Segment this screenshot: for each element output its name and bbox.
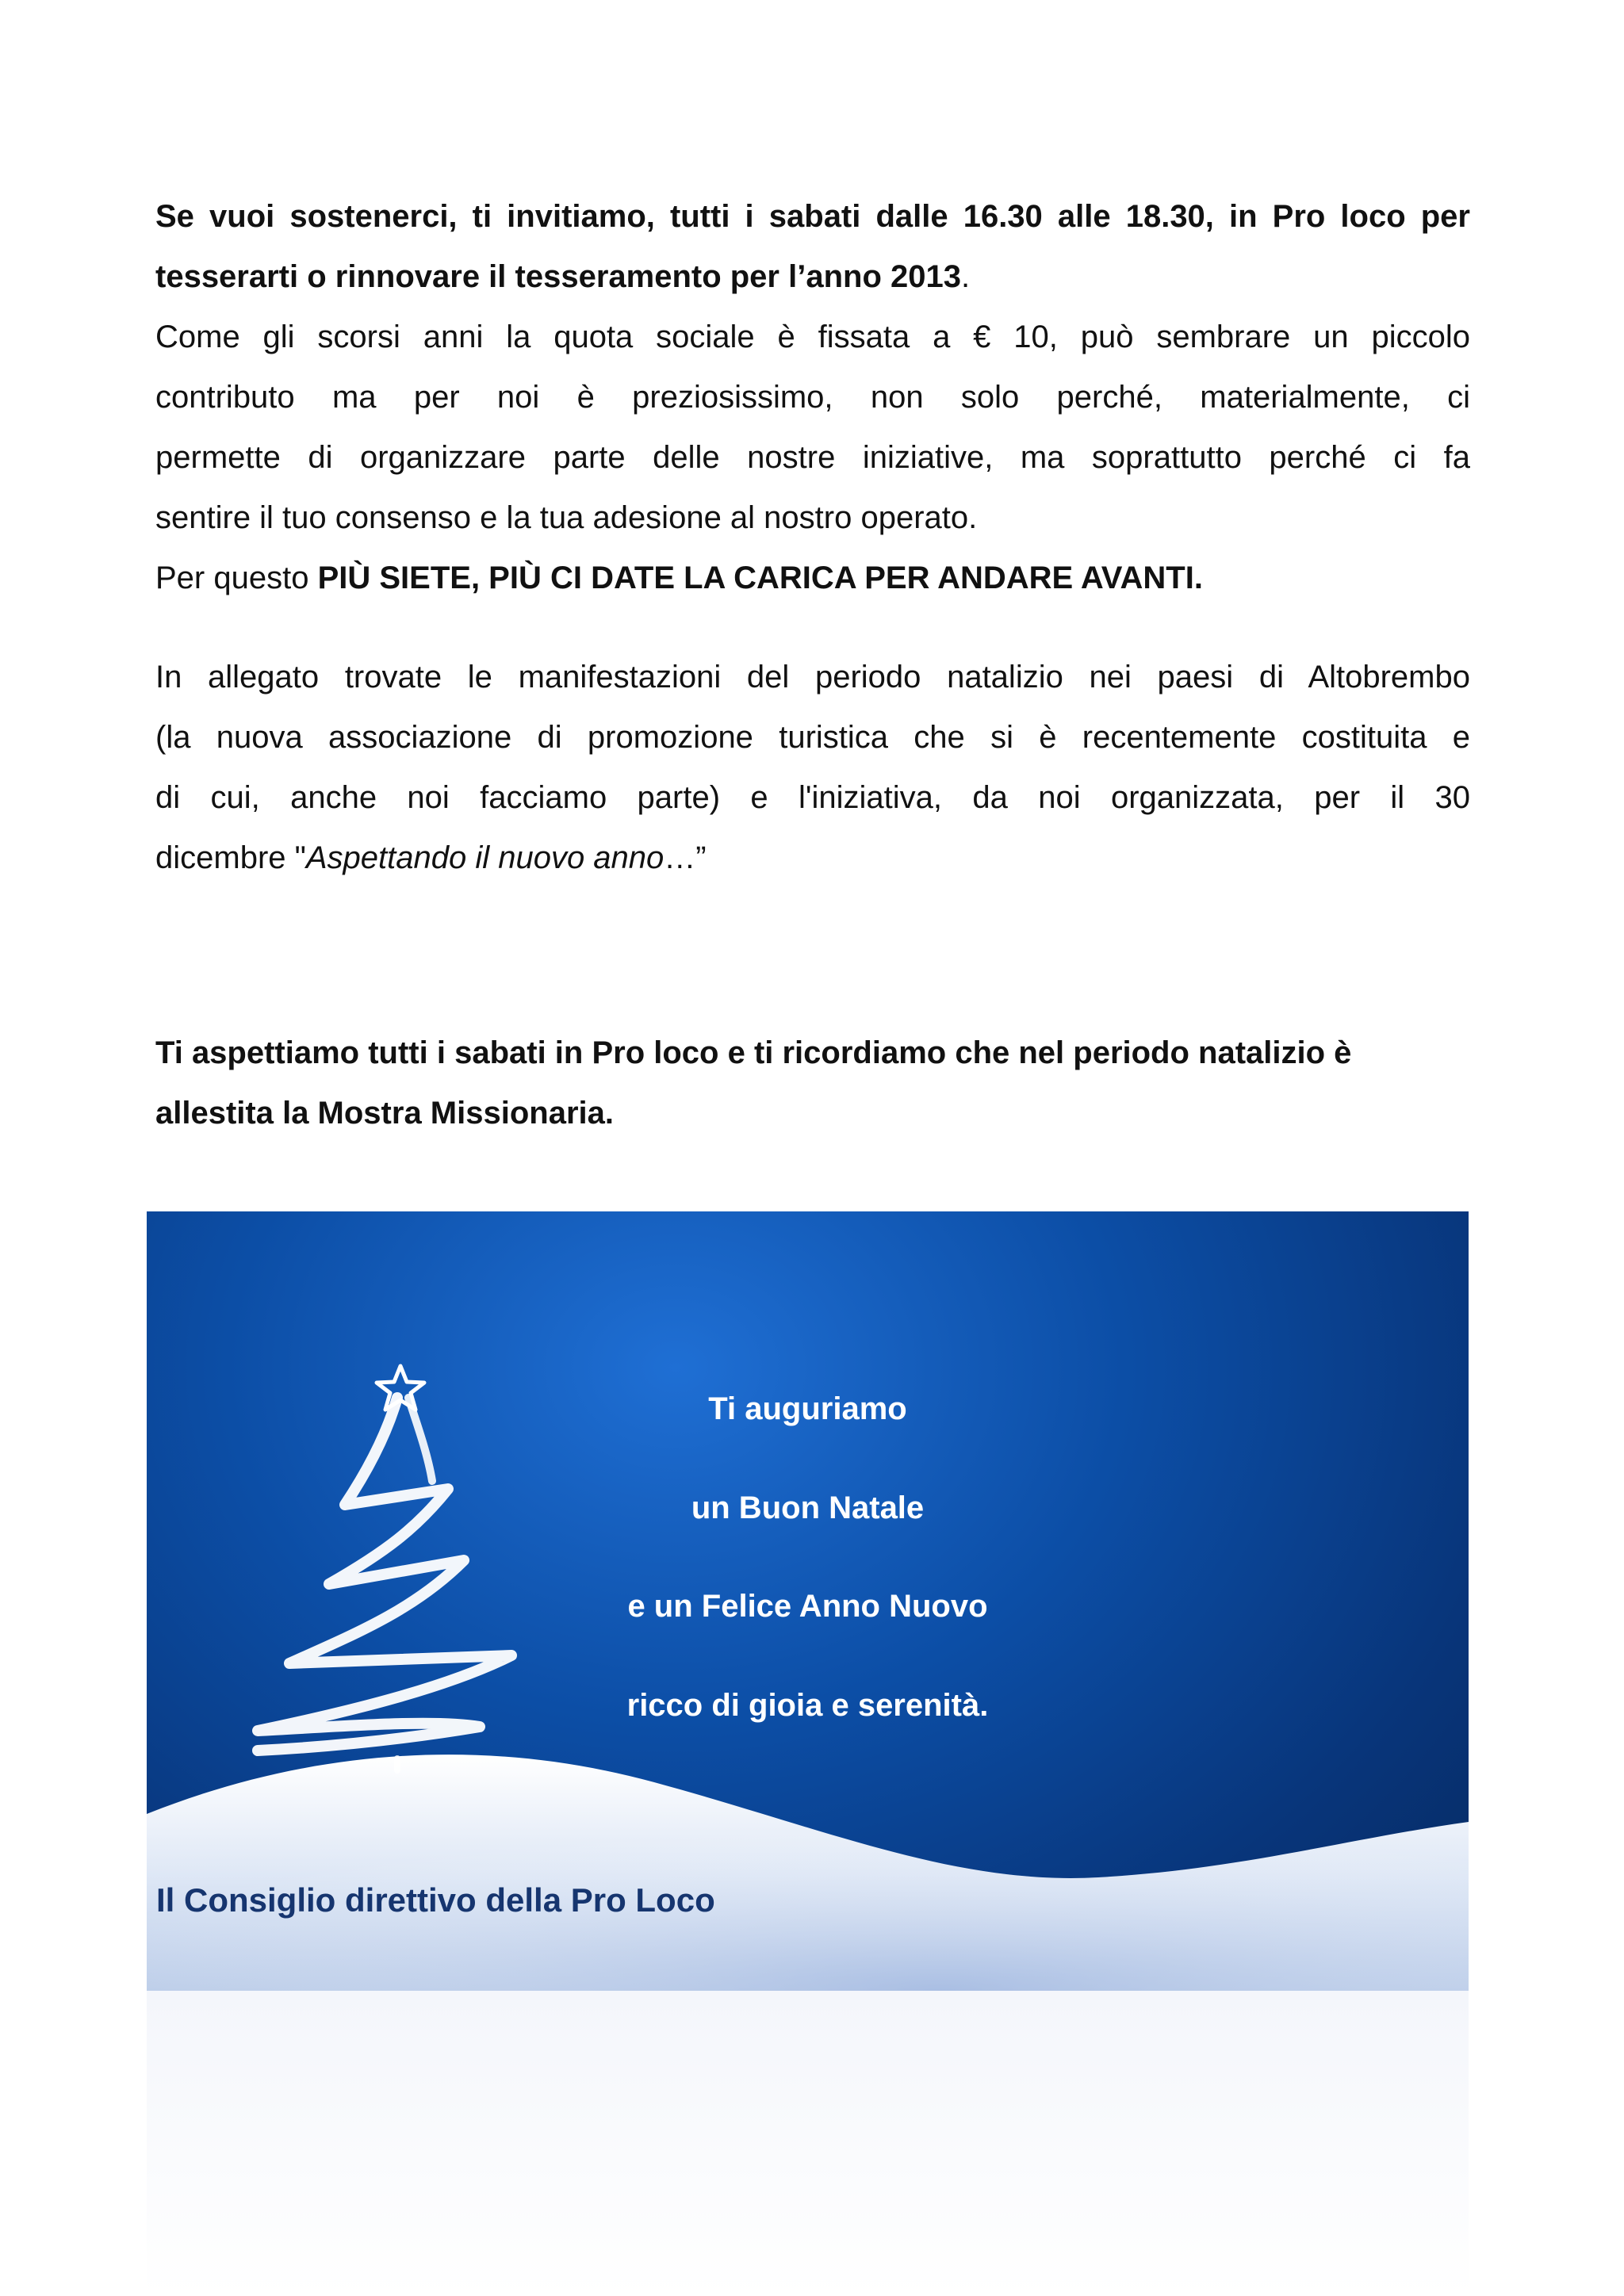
quota-line-4: sentire il tuo consenso e la tua adesione al nostro operato. xyxy=(155,500,978,535)
card-reflection xyxy=(147,1991,1469,2296)
invitation-line-2: allestita la Mostra Missionaria. xyxy=(155,1096,614,1131)
greeting-line-2: un Buon Natale xyxy=(691,1490,925,1525)
slogan: PIÙ SIETE, PIÙ CI DATE LA CARICA PER ANDARE AVANTI. xyxy=(317,561,1203,595)
support-paragraph xyxy=(155,186,1470,608)
greeting-line-1: Ti auguriamo xyxy=(708,1391,907,1426)
quota-line-3: permette di organizzare parte delle nostre iniziative, ma soprattutto perché ci fa xyxy=(155,440,1470,475)
attachment-paragraph xyxy=(155,647,1470,888)
support-line-1: Se vuoi sostenerci, ti invitiamo, tutti i sabati dalle 16.30 alle 18.30, in Pro loco per xyxy=(155,199,1470,234)
greeting-line-3: e un Felice Anno Nuovo xyxy=(627,1589,988,1624)
attachment-line-1: In allegato trovate le manifestazioni del periodo natalizio nei paesi di Altobrembo xyxy=(155,660,1470,695)
quota-line-2: contributo ma per noi è preziosissimo, non solo perché, materialmente, ci xyxy=(155,380,1470,415)
invitation-line-1: Ti aspettiamo tutti i sabati in Pro loco e ti ricordiamo che nel periodo natalizio è xyxy=(155,1035,1352,1070)
signature: Il Consiglio direttivo della Pro Loco xyxy=(156,1881,715,1919)
attachment-line-3: di cui, anche noi facciamo parte) e l'iniziativa, da noi organizzata, per il 30 xyxy=(155,780,1470,815)
slogan-line: Per questo PIÙ SIETE, PIÙ CI DATE LA CARICA PER ANDARE AVANTI. xyxy=(155,561,1203,595)
support-line-2: tesserarti o rinnovare il tesseramento per l’anno 2013. xyxy=(155,259,971,294)
quota-line-1: Come gli scorsi anni la quota sociale è fissata a € 10, può sembrare un piccolo xyxy=(155,320,1470,354)
attachment-line-4: dicembre "Aspettando il nuovo anno…” xyxy=(155,840,707,875)
attachment-line-2: (la nuova associazione di promozione turistica che si è recentemente costituita e xyxy=(155,720,1470,755)
invitation-paragraph xyxy=(155,1023,1470,1143)
greeting-line-4: ricco di gioia e serenità. xyxy=(626,1688,989,1723)
event-title: Aspettando il nuovo anno xyxy=(305,840,665,875)
christmas-card xyxy=(147,1211,1469,1991)
